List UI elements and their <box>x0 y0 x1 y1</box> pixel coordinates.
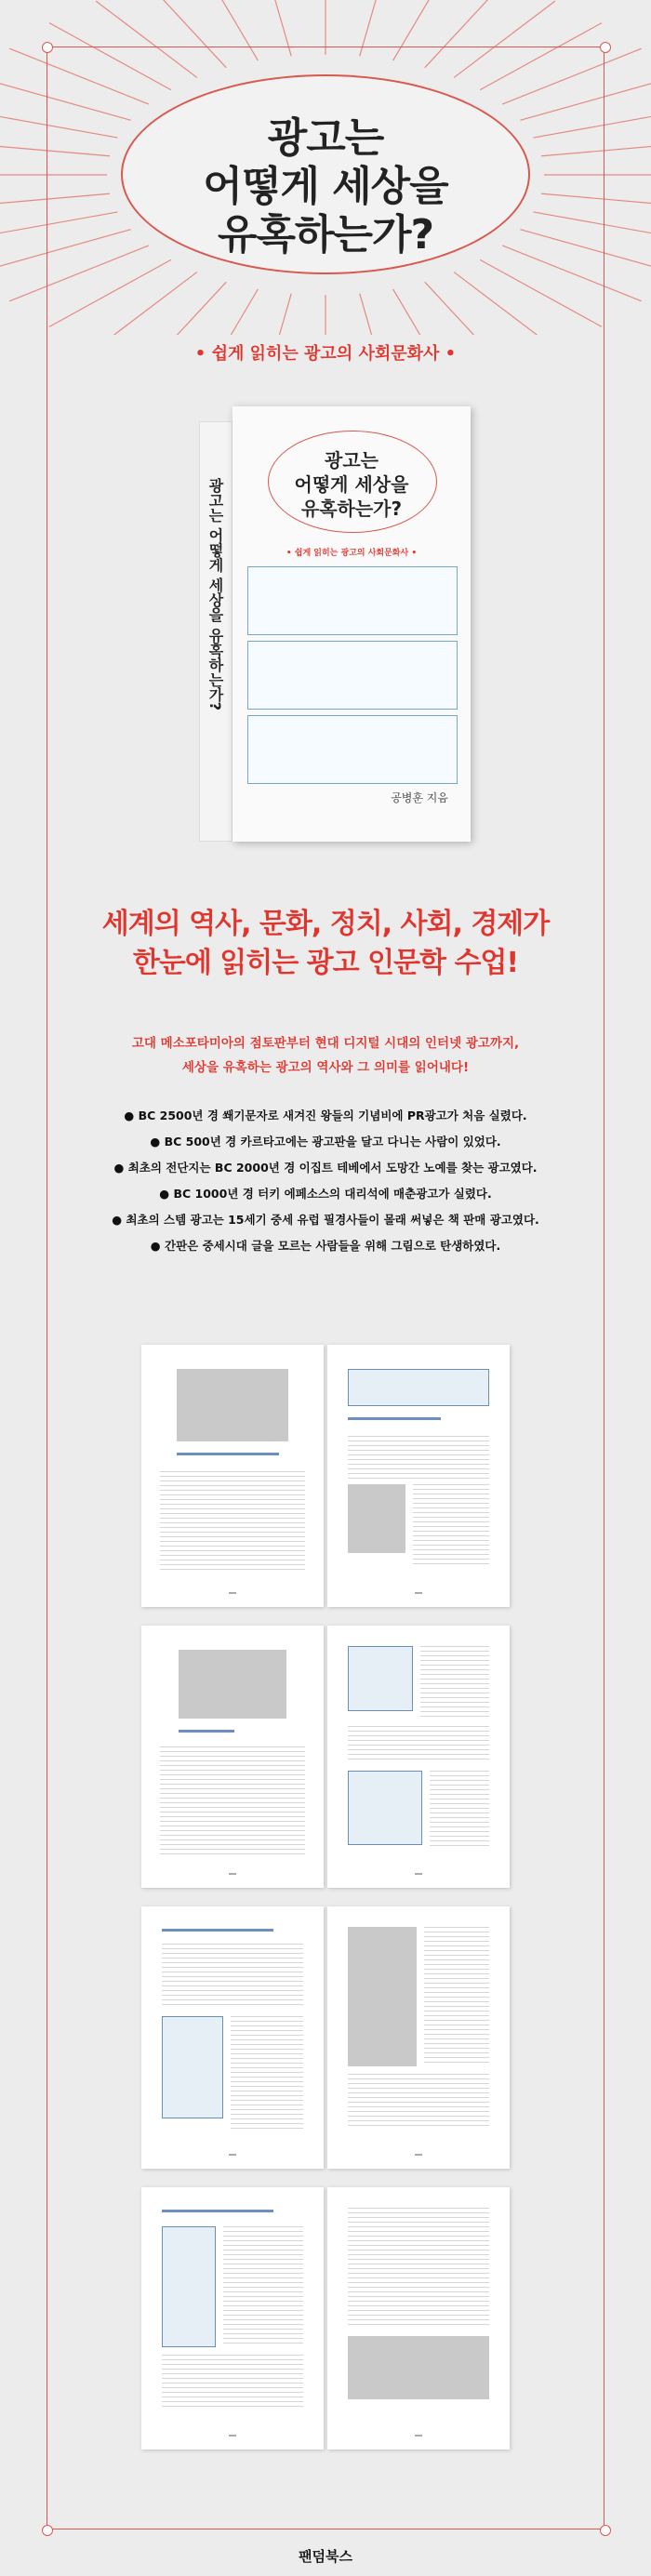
page-body-text <box>231 2016 303 2130</box>
page-body-text <box>348 1436 489 1481</box>
page-photo <box>348 2336 489 2399</box>
book-cover-image <box>199 406 471 842</box>
page-body-text <box>413 1484 489 1568</box>
page-photo <box>177 1369 288 1441</box>
page-subtitle: • 쉽게 읽히는 광고의 사회문화사 • <box>194 344 457 364</box>
page-body-text <box>223 2226 303 2347</box>
page-photo <box>348 1484 405 1553</box>
sample-page-right <box>327 1906 510 2169</box>
page-body-text <box>348 2074 489 2130</box>
cover-subtitle: • 쉽게 읽히는 광고의 사회문화사 • <box>286 549 418 558</box>
page-body-text <box>348 2208 489 2329</box>
page-number <box>415 2154 422 2156</box>
spine-title: 광고는 어떻게 세상을 유혹하는가? <box>206 478 224 710</box>
page-number <box>229 2435 236 2437</box>
page-caption <box>162 1929 273 1932</box>
page-body-text <box>424 1927 489 2066</box>
sample-page-right <box>327 1345 510 1607</box>
intro-line-2: 세상을 유혹하는 광고의 역사와 그 의미를 읽어내다! <box>181 1060 470 1075</box>
page-caption <box>162 2210 273 2212</box>
headline-line-1: 세계의 역사, 문화, 정치, 사회, 경제가 <box>101 908 550 940</box>
bullet-item: ● 최초의 전단지는 BC 2000년 경 이집트 테베에서 도망간 노예를 찾는 광고였다. <box>113 1161 538 1175</box>
intro-line-1: 고대 메소포타미아의 점토판부터 현대 디지털 시대의 인터넷 광고까지, <box>131 1036 520 1051</box>
cover-illustration <box>247 566 458 635</box>
bullet-item: ● 최초의 스템 광고는 15세기 중세 유럽 필경사들이 몰래 써넣은 책 판매 광고였다. <box>112 1213 539 1227</box>
page-caption <box>179 1730 234 1733</box>
book-spine <box>199 421 232 842</box>
page-photo <box>179 1650 286 1719</box>
page-number <box>229 2154 236 2156</box>
page-illustration <box>162 2016 223 2118</box>
sample-page-left <box>141 2187 324 2450</box>
bullet-item: ● BC 2500년 경 쐐기문자로 새겨진 왕들의 기념비에 PR광고가 처음 실렸다. <box>124 1109 527 1122</box>
page-title-line-2: 어떻게 세상을 <box>203 163 448 210</box>
frame-corner <box>42 42 53 53</box>
page-number <box>415 1873 422 1875</box>
cover-title-line-1: 광고는 <box>325 449 379 471</box>
cover-illustration <box>247 715 458 784</box>
page-number <box>415 1592 422 1594</box>
cover-title-line-2: 어떻게 세상을 <box>294 473 409 496</box>
page-caption <box>177 1453 279 1455</box>
page-body-text <box>160 1471 305 1573</box>
page-body-text <box>420 1646 489 1720</box>
page-body-text <box>430 1771 489 1849</box>
page-photo <box>348 1927 417 2066</box>
cover-illustration <box>247 641 458 710</box>
page-title-line-3: 유혹하는가? <box>217 211 434 259</box>
page-illustration <box>348 1369 489 1406</box>
page-body-text <box>162 2355 303 2410</box>
bullet-item: ● BC 500년 경 카르타고에는 광고판을 달고 다니는 사람이 있었다. <box>150 1135 501 1149</box>
sample-page-right <box>327 2187 510 2450</box>
page-illustration <box>348 1771 422 1845</box>
sample-page-right <box>327 1626 510 1888</box>
frame-corner <box>42 2525 53 2536</box>
sample-page-left <box>141 1626 324 1888</box>
sample-page-left <box>141 1906 324 2169</box>
publisher-logo: 팬덤북스 <box>299 2548 352 2565</box>
page-caption <box>348 1417 441 1420</box>
frame-corner <box>600 2525 611 2536</box>
cover-author: 공병훈 지음 <box>391 791 448 804</box>
page-body-text <box>162 1944 303 2009</box>
page-body-text <box>160 1746 305 1858</box>
bullet-item: ● 간판은 중세시대 글을 모르는 사람들을 위해 그림으로 탄생하였다. <box>150 1239 501 1253</box>
page-number <box>415 2435 422 2437</box>
page-number <box>229 1592 236 1594</box>
page-body-text <box>348 1726 489 1763</box>
bullet-item: ● BC 1000년 경 터키 에페소스의 대리석에 매춘광고가 실렸다. <box>159 1187 492 1201</box>
frame-corner <box>600 42 611 53</box>
page-illustration <box>348 1646 413 1711</box>
page-number <box>229 1873 236 1875</box>
sample-page-left <box>141 1345 324 1607</box>
book-front-cover <box>232 406 471 842</box>
page-title-line-1: 광고는 <box>267 114 384 162</box>
headline-line-2: 한눈에 읽히는 광고 인문학 수업! <box>132 947 519 979</box>
cover-title-line-3: 유혹하는가? <box>300 498 403 520</box>
page-illustration <box>162 2226 216 2347</box>
